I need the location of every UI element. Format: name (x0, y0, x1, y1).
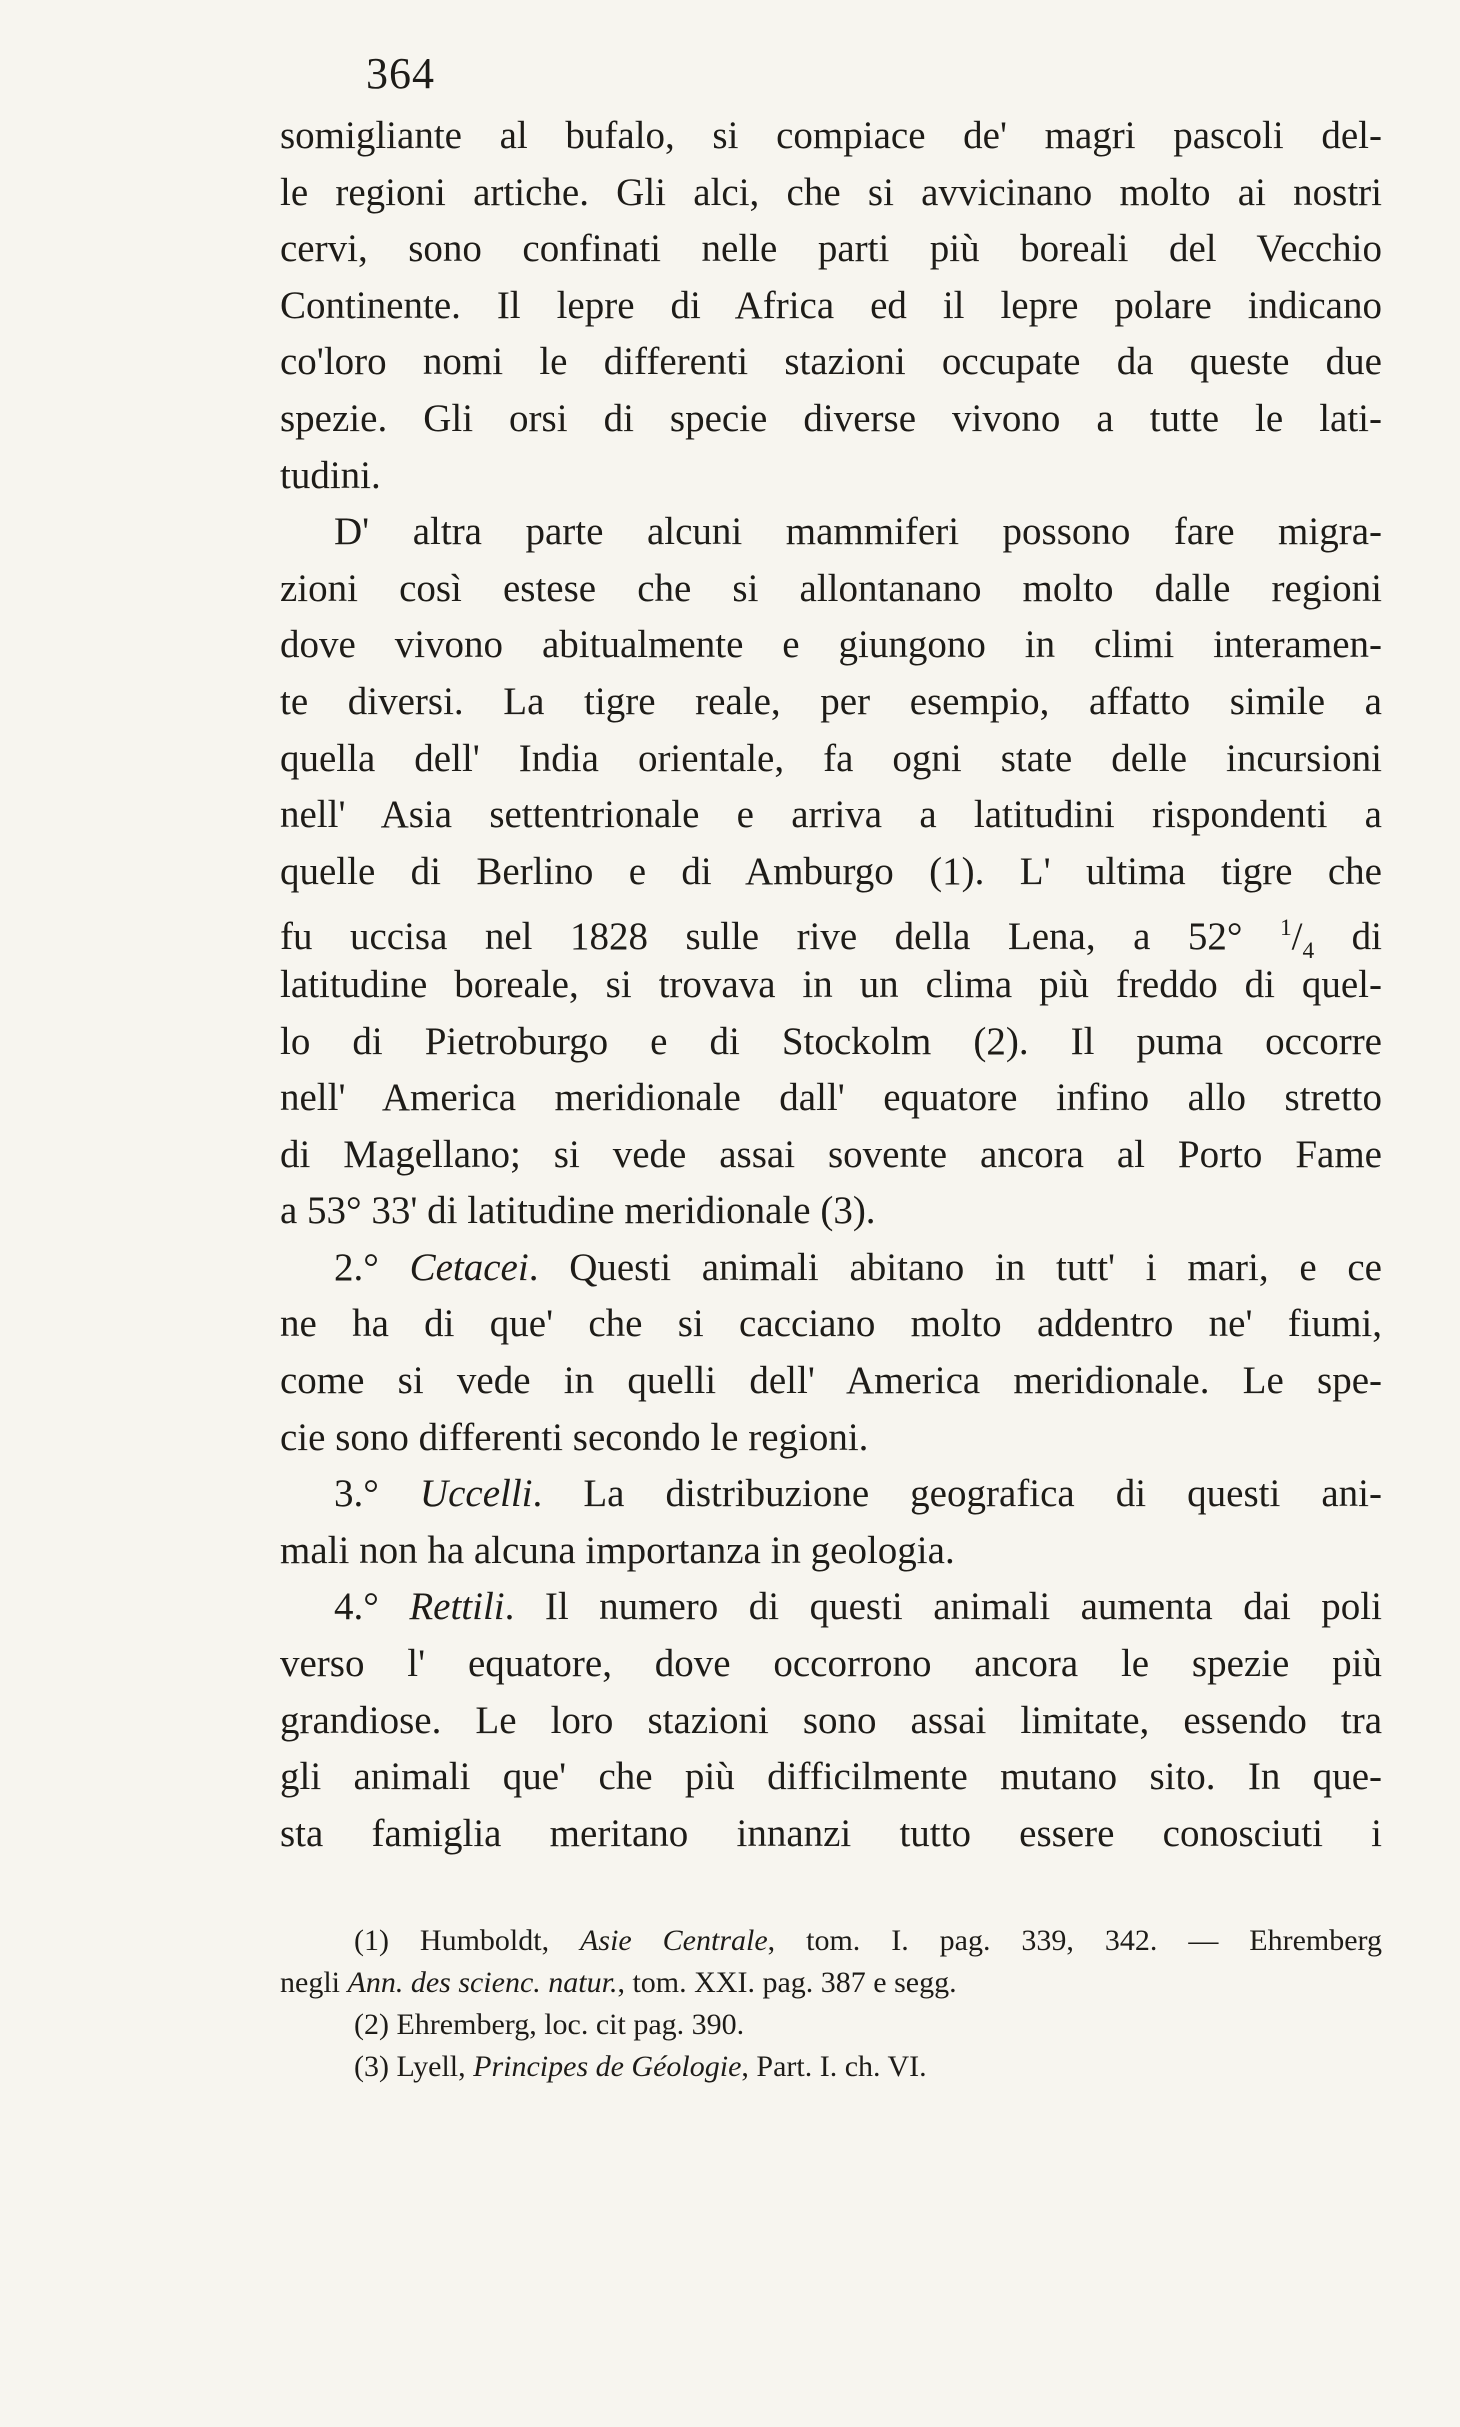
page-number: 364 (366, 49, 435, 98)
section-uccelli: 3.° Uccelli. La distribuzione geografica di questi ani- (334, 1472, 1382, 1516)
text-line: cervi, sono confinati nelle parti più boreali del Vecchio (280, 227, 1382, 271)
text-line: dove vivono abitualmente e giungono in climi interamen- (280, 623, 1382, 667)
text-line: come si vede in quelli dell' America meridionale. Le spe- (280, 1359, 1382, 1403)
text-line: Continente. Il lepre di Africa ed il lepre polare indicano (280, 283, 1382, 327)
body-text (280, 108, 1382, 1862)
text-line: lo di Pietroburgo e di Stockolm (2). Il puma occorre (280, 1019, 1382, 1063)
text-line: cie sono differenti secondo le regioni. (280, 1415, 869, 1459)
footnote-1-continued: negli Ann. des scienc. natur., tom. XXI. pag. 387 e segg. (280, 1966, 957, 1999)
text-line: le regioni artiche. Gli alci, che si avvicinano molto ai nostri (280, 170, 1382, 214)
footnotes (280, 1920, 1382, 2088)
text-line: co'loro nomi le differenti stazioni occupate da queste due (280, 340, 1382, 384)
text-line: tudini. (280, 453, 381, 497)
text-line: mali non ha alcuna importanza in geologia. (280, 1528, 955, 1572)
text-line-with-fraction (280, 900, 1382, 965)
text-line: gli animali que' che più difficilmente mutano sito. In que- (280, 1755, 1382, 1799)
text-line: D' altra parte alcuni mammiferi possono fare migra- (334, 510, 1382, 554)
text-line: nell' America meridionale dall' equatore infino allo stretto (280, 1076, 1382, 1120)
section-rettili: 4.° Rettili. Il numero di questi animali aumenta dai poli (334, 1585, 1382, 1629)
text-line: a 53° 33' di latitudine meridionale (3). (280, 1189, 876, 1233)
text-line: sta famiglia meritano innanzi tutto essere conosciuti i (280, 1811, 1382, 1855)
text-line: latitudine boreale, si trovava in un clima più freddo di quel- (280, 962, 1382, 1006)
text-line: somigliante al bufalo, si compiace de' magri pascoli del- (280, 114, 1382, 157)
text-line: grandiose. Le loro stazioni sono assai limitate, essendo tra (280, 1698, 1382, 1742)
text-line: verso l' equatore, dove occorrono ancora le spezie più (280, 1642, 1382, 1686)
footnote-2: (2) Ehremberg, loc. cit pag. 390. (354, 2008, 745, 2041)
text-line: quella dell' India orientale, fa ogni state delle incursioni (280, 736, 1382, 780)
fraction-line-text: fu uccisa nel 1828 sulle rive della Lena, a 52° $^1/_4$ di (280, 915, 1382, 965)
text-line: te diversi. La tigre reale, per esempio, affatto simile a (280, 679, 1382, 723)
text-line: quelle di Berlino e di Amburgo (1). L' ultima tigre che (280, 849, 1382, 893)
footnote-3: (3) Lyell, Principes de Géologie, Part. I. ch. VI. (354, 2050, 927, 2083)
footnote-1: (1) Humboldt, Asie Centrale, tom. I. pag. 339, 342. — Ehremberg (354, 1924, 1383, 1957)
section-cetacei: 2.° Cetacei. Questi animali abitano in tutt' i mari, e ce (334, 1245, 1382, 1289)
text-line: di Magellano; si vede assai sovente ancora al Porto Fame (280, 1132, 1382, 1176)
text-line: ne ha di que' che si cacciano molto addentro ne' fiumi, (280, 1302, 1382, 1346)
text-line: nell' Asia settentrionale e arriva a latitudini rispondenti a (280, 793, 1382, 837)
text-line: zioni così estese che si allontanano molto dalle regioni (280, 566, 1382, 610)
text-line: spezie. Gli orsi di specie diverse vivono a tutte le lati- (280, 396, 1382, 440)
